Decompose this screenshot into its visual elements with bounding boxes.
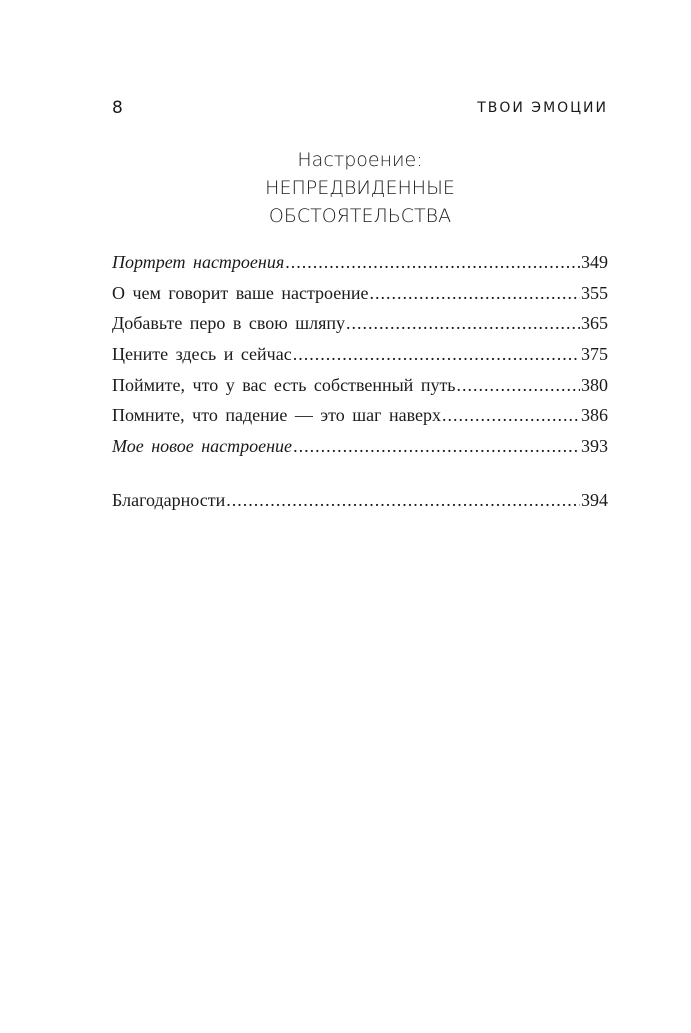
dot-leader [293, 431, 580, 462]
toc-entry[interactable] [112, 400, 608, 431]
toc-entry[interactable] [112, 339, 608, 370]
running-title: ТВОИ ЭМОЦИИ [477, 100, 608, 116]
toc-entry-title: Портрет настроения [112, 252, 285, 272]
page-number: 8 [112, 98, 123, 118]
toc-entry[interactable] [112, 370, 608, 401]
toc-entry[interactable] [112, 308, 608, 339]
toc-entry-title: Мое новое настроение [112, 436, 293, 457]
dot-leader [457, 370, 580, 401]
dot-leader [226, 485, 580, 516]
toc-entry-title: Благодарности [112, 489, 226, 510]
toc-entry[interactable] [112, 431, 608, 462]
toc-entry-title: Помните, что падение — это шаг наверх [112, 405, 441, 426]
section-heading [112, 146, 608, 230]
table-of-contents [112, 247, 608, 516]
dot-leader [293, 339, 580, 370]
toc-entry[interactable] [112, 485, 608, 516]
dot-leader [442, 400, 580, 431]
toc-entry-title: Цените здесь и сейчас [112, 344, 292, 365]
dot-leader [370, 278, 580, 309]
section-title-line: НЕПРЕДВИДЕННЫЕ [265, 177, 455, 199]
toc-entry-page: 394 [581, 489, 608, 510]
toc-entry-page: 386 [581, 405, 608, 426]
toc-entry-title: Поймите, что у вас есть собственный путь [112, 374, 456, 395]
toc-entry[interactable] [112, 247, 608, 278]
dot-leader [285, 247, 580, 278]
toc-entry-page: 349 [581, 252, 608, 272]
section-title-line: ОБСТОЯТЕЛЬСТВА [268, 205, 452, 227]
toc-entry-page: 375 [581, 344, 608, 365]
toc-entry-page: 355 [581, 282, 608, 303]
section-title-line: Настроение: [297, 149, 423, 171]
running-head [112, 98, 608, 122]
toc-entry-page: 380 [581, 374, 608, 395]
toc-entry[interactable] [112, 278, 608, 309]
toc-entry-title: Добавьте перо в свою шляпу [112, 313, 345, 334]
dot-leader [346, 308, 580, 339]
toc-entry-title: О чем говорит ваше настроение [112, 282, 369, 303]
toc-entry-page: 365 [581, 313, 608, 334]
toc-entry-page: 393 [581, 436, 608, 457]
